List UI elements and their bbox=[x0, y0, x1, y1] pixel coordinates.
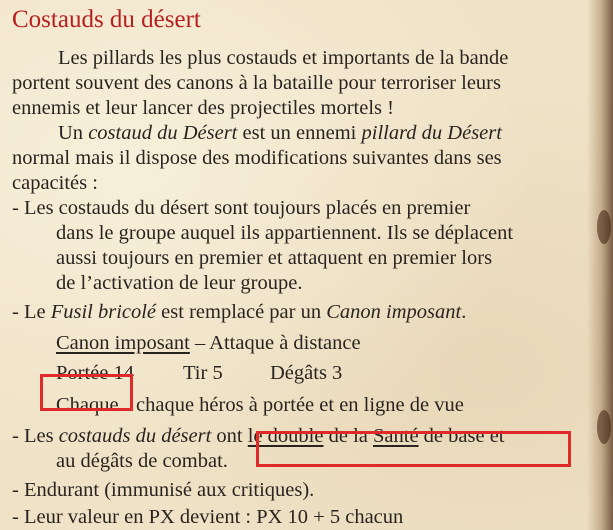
bullet3-emphasis: costauds du désert bbox=[58, 425, 212, 447]
weapon-range: Portée 14 bbox=[56, 362, 134, 384]
weapon-damage: Dégâts 3 bbox=[270, 362, 343, 384]
para2-emphasis: pillard du Désert bbox=[361, 122, 502, 144]
bullet5-line bbox=[12, 505, 403, 530]
weapon-header bbox=[56, 331, 361, 356]
bullet5-text: - Leur valeur en PX devient : bbox=[12, 506, 257, 528]
bullet2-emphasis: Canon imposant bbox=[326, 301, 462, 323]
bullet3-line-2: au dégâts de combat. bbox=[56, 450, 228, 472]
bullet2-text: est remplacé par un bbox=[156, 301, 327, 323]
bullet3-text: ont bbox=[211, 425, 248, 447]
ink-blot bbox=[597, 210, 611, 244]
para2-line-3: capacités : bbox=[12, 172, 98, 194]
bullet1-line-3: aussi toujours en premier et attaquent en premier lors bbox=[56, 247, 493, 269]
bullet3-text: - Les bbox=[12, 425, 59, 447]
bullet4-keyword: Endurant bbox=[23, 479, 100, 501]
bullet2-emphasis: Fusil bricolé bbox=[50, 301, 157, 323]
weapon-name: Canon imposant bbox=[56, 332, 190, 354]
bullet3-underlined: le double bbox=[247, 425, 324, 447]
weapon-target-rest: chaque héros à portée et en ligne de vue bbox=[136, 394, 464, 416]
para2-line-1 bbox=[58, 121, 502, 146]
highlight-box-empty bbox=[256, 431, 571, 467]
para2-text: Un bbox=[58, 122, 89, 144]
para2-emphasis: costaud du Désert bbox=[88, 122, 238, 144]
bullet3-text: de la bbox=[323, 425, 373, 447]
intro-line-2: portent souvent des canons à la bataille pour terroriser leurs bbox=[12, 72, 501, 94]
weapon-type: – Attaque à distance bbox=[189, 332, 361, 354]
para2-line-2: normal mais il dispose des modifications suivantes dans ses bbox=[12, 147, 502, 169]
bullet2-line bbox=[12, 300, 466, 325]
bullet3-underlined: Santé bbox=[373, 425, 419, 447]
bullet3-text: de base et bbox=[418, 425, 505, 447]
highlight-box-chaque bbox=[40, 374, 133, 411]
intro-line-3: ennemis et leur lancer des projectiles mortels ! bbox=[12, 97, 394, 119]
bullet2-text: . bbox=[461, 301, 467, 323]
bullet4-text: (immunisé aux critiques). bbox=[99, 479, 315, 501]
weapon-target-first: Chaque bbox=[56, 394, 119, 416]
bullet1-line-1: - Les costauds du désert sont toujours placés en premier bbox=[12, 197, 471, 219]
bullet1-line-4: de l’activation de leur groupe. bbox=[56, 272, 303, 294]
bullet2-text: - Le bbox=[12, 301, 51, 323]
torn-page-edge bbox=[587, 0, 613, 530]
para2-text: est un ennemi bbox=[237, 122, 362, 144]
weapon-shots: Tir 5 bbox=[183, 362, 223, 384]
intro-line-1: Les pillards les plus costauds et importants de la bande bbox=[58, 47, 509, 69]
bullet4-text: - bbox=[12, 479, 24, 501]
bullet1-line-2: dans le groupe auquel ils appartiennent. Ils se déplacent bbox=[56, 222, 514, 244]
bullet5-value: PX 10 + 5 chacun bbox=[256, 506, 404, 528]
ink-blot bbox=[597, 410, 611, 444]
bullet4-line bbox=[12, 478, 314, 503]
section-title: Costauds du désert bbox=[12, 6, 201, 33]
